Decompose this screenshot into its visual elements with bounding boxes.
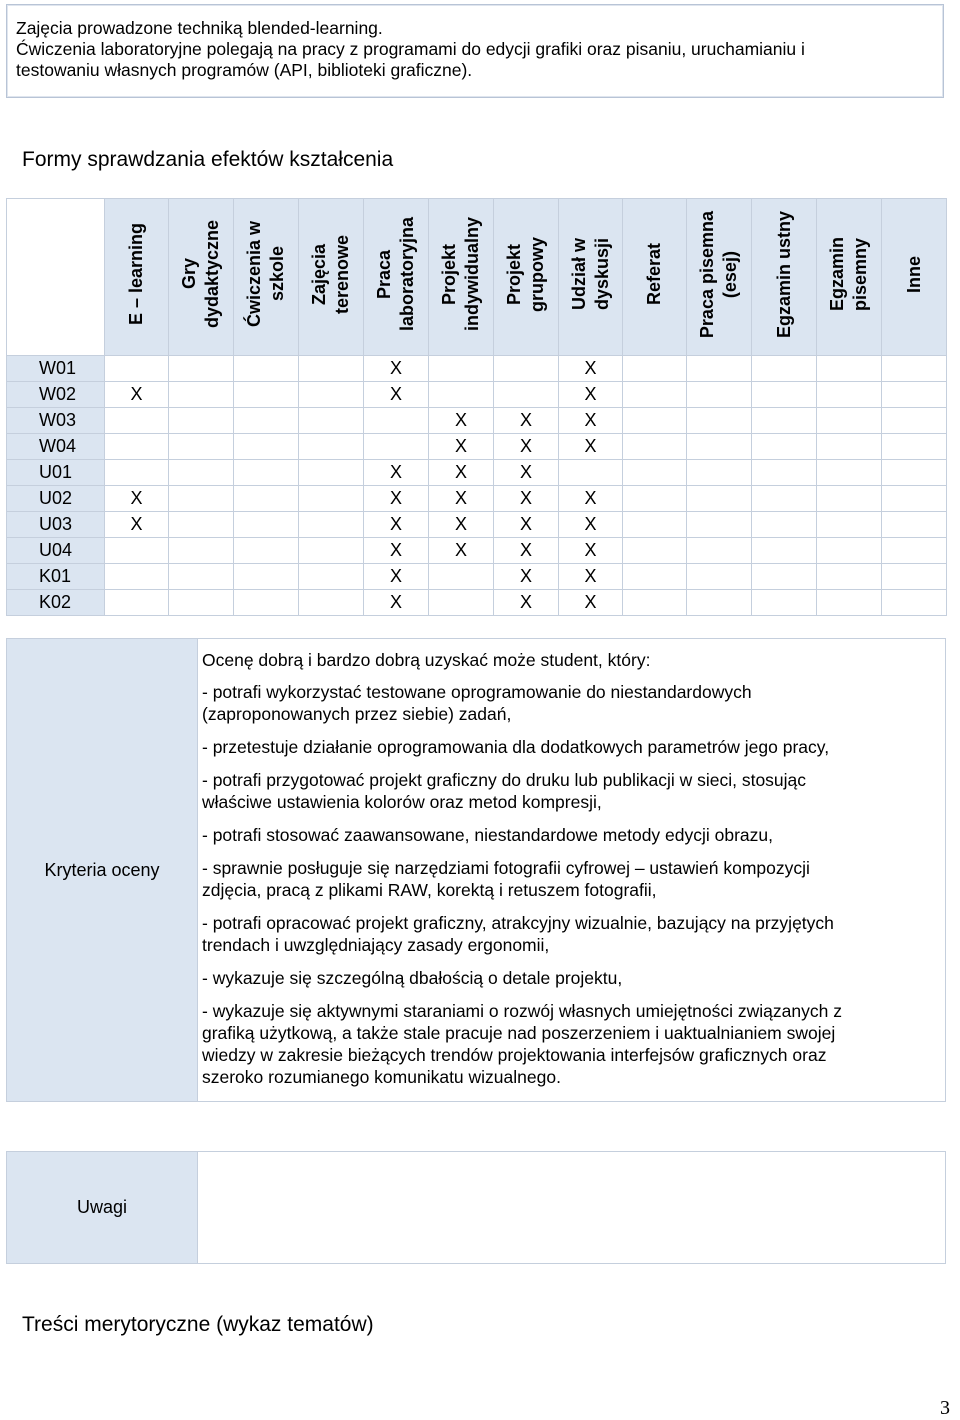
method-column-label — [773, 211, 796, 338]
method-label-line: (esej) — [720, 250, 740, 299]
method-mark-cell — [299, 408, 364, 434]
method-mark-cell — [817, 434, 882, 460]
method-mark-cell — [234, 382, 299, 408]
outcome-row — [7, 408, 947, 434]
method-mark-cell: X — [364, 564, 429, 590]
method-column-label — [503, 237, 549, 312]
section-title: Formy sprawdzania efektów kształcenia — [22, 148, 394, 171]
method-mark-cell — [623, 408, 687, 434]
method-mark-cell — [817, 564, 882, 590]
method-mark-cell — [234, 590, 299, 616]
method-mark-cell: X — [429, 434, 494, 460]
method-mark-cell: X — [559, 434, 623, 460]
method-column-header — [169, 199, 234, 356]
method-mark-cell — [687, 408, 752, 434]
method-mark-cell — [882, 564, 947, 590]
method-mark-cell — [752, 512, 817, 538]
criteria-item-line: - wykazuje się szczególną dbałością o detale projektu, — [202, 968, 623, 988]
method-column-label — [373, 217, 419, 331]
method-mark-cell — [169, 590, 234, 616]
outcome-label: K01 — [7, 564, 105, 590]
method-mark-cell — [299, 434, 364, 460]
method-label-line: pisemny — [850, 237, 870, 312]
method-mark-cell — [299, 538, 364, 564]
criteria-item-line: szeroko rozumianego komunikatu wizualnego. — [202, 1067, 561, 1087]
method-column-label — [643, 243, 666, 305]
method-mark-cell — [882, 408, 947, 434]
method-mark-cell: X — [559, 486, 623, 512]
method-column-header — [234, 199, 299, 356]
method-mark-cell — [234, 538, 299, 564]
criteria-label: Kryteria oceny — [7, 639, 198, 1102]
outcome-row — [7, 538, 947, 564]
method-label-line: terenowe — [332, 234, 352, 315]
method-mark-cell — [429, 564, 494, 590]
method-mark-cell — [169, 356, 234, 382]
outcome-row — [7, 590, 947, 616]
method-mark-cell — [105, 356, 169, 382]
method-mark-cell — [234, 512, 299, 538]
method-mark-cell: X — [494, 434, 559, 460]
method-mark-cell — [429, 356, 494, 382]
method-mark-cell: X — [559, 382, 623, 408]
method-label-line: Udział w — [568, 238, 589, 311]
outcome-label: K02 — [7, 590, 105, 616]
method-mark-cell — [817, 512, 882, 538]
method-mark-cell — [752, 408, 817, 434]
method-mark-cell — [687, 460, 752, 486]
criteria-item — [202, 912, 937, 956]
method-mark-cell — [687, 486, 752, 512]
method-mark-cell — [752, 590, 817, 616]
method-mark-cell: X — [105, 382, 169, 408]
method-label-line: laboratoryjna — [397, 217, 417, 332]
criteria-item — [202, 681, 937, 725]
method-mark-cell — [623, 486, 687, 512]
outcome-label: U04 — [7, 538, 105, 564]
method-mark-cell — [752, 460, 817, 486]
method-mark-cell — [105, 460, 169, 486]
method-mark-cell — [299, 512, 364, 538]
method-mark-cell — [234, 564, 299, 590]
method-mark-cell: X — [364, 382, 429, 408]
criteria-item-line: - potrafi przygotować projekt graficzny do druku lub publikacji w sieci, stosując — [202, 770, 807, 790]
method-mark-cell — [169, 512, 234, 538]
outcome-row — [7, 434, 947, 460]
method-mark-cell — [494, 382, 559, 408]
page-number: 3 — [940, 1397, 950, 1419]
method-mark-cell — [882, 460, 947, 486]
outcome-row — [7, 356, 947, 382]
criteria-item-line: - potrafi wykorzystać testowane oprogramowanie do niestandardowych — [202, 682, 752, 702]
method-column-header — [817, 199, 882, 356]
method-column-header — [105, 199, 169, 356]
method-mark-cell — [105, 434, 169, 460]
method-column-header — [364, 199, 429, 356]
criteria-item-line: grafiką użytkową, a także stale pracuje nad poszerzeniem i uaktualnianiem swojej — [202, 1023, 836, 1043]
method-mark-cell — [623, 564, 687, 590]
method-label-line: Gry — [179, 258, 199, 291]
method-mark-cell — [169, 434, 234, 460]
method-mark-cell — [234, 356, 299, 382]
method-mark-cell — [817, 590, 882, 616]
criteria-item — [202, 736, 937, 758]
method-column-header — [559, 199, 623, 356]
assessment-methods-table — [6, 198, 947, 616]
method-mark-cell — [817, 408, 882, 434]
method-mark-cell — [817, 538, 882, 564]
criteria-item-line: - potrafi stosować zaawansowane, niestandardowe metody edycji obrazu, — [202, 825, 774, 845]
method-mark-cell — [429, 382, 494, 408]
criteria-body — [198, 639, 946, 1102]
method-label-line: Projekt — [504, 243, 524, 306]
method-column-header — [687, 199, 752, 356]
method-mark-cell — [817, 356, 882, 382]
method-mark-cell — [687, 564, 752, 590]
method-mark-cell — [169, 486, 234, 512]
criteria-item-line: - wykazuje się aktywnymi staraniami o rozwój własnych umiejętności związanych z — [202, 1001, 842, 1021]
remarks-label: Uwagi — [7, 1152, 198, 1264]
method-label-line: dyskusji — [591, 238, 612, 311]
method-mark-cell: X — [429, 460, 494, 486]
method-mark-cell — [299, 382, 364, 408]
method-mark-cell — [882, 382, 947, 408]
method-mark-cell: X — [364, 460, 429, 486]
method-mark-cell — [623, 434, 687, 460]
method-label-line: E – learning — [126, 223, 146, 326]
method-mark-cell — [687, 538, 752, 564]
outcome-row — [7, 460, 947, 486]
method-mark-cell — [882, 590, 947, 616]
outcome-row — [7, 382, 947, 408]
method-mark-cell — [299, 590, 364, 616]
method-mark-cell — [299, 356, 364, 382]
outcome-row — [7, 512, 947, 538]
criteria-item — [202, 967, 937, 989]
method-mark-cell — [623, 460, 687, 486]
method-column-label — [826, 237, 872, 311]
method-mark-cell — [752, 486, 817, 512]
info-line: testowaniu własnych programów (API, biblioteki graficzne). — [16, 60, 473, 80]
method-label-line: Inne — [903, 255, 924, 293]
course-info-box — [6, 4, 944, 98]
method-mark-cell: X — [429, 408, 494, 434]
method-label-line: Ćwiczenia w — [244, 221, 264, 328]
outcome-row — [7, 486, 947, 512]
criteria-item — [202, 769, 937, 813]
info-line: Ćwiczenia laboratoryjne polegają na pracy z programami do edycji grafiki oraz pisaniu, uruchamianiu i — [16, 39, 805, 59]
method-column-label — [696, 211, 742, 338]
outcome-label: W02 — [7, 382, 105, 408]
method-mark-cell: X — [494, 408, 559, 434]
method-mark-cell — [882, 538, 947, 564]
method-mark-cell: X — [105, 512, 169, 538]
method-column-label — [903, 256, 926, 293]
method-mark-cell: X — [559, 408, 623, 434]
method-mark-cell: X — [105, 486, 169, 512]
method-mark-cell — [364, 408, 429, 434]
method-mark-cell — [105, 590, 169, 616]
criteria-item-line: właściwe ustawienia kolorów oraz metod kompresji, — [202, 792, 602, 812]
method-label-line: Referat — [644, 243, 664, 306]
method-mark-cell: X — [559, 538, 623, 564]
method-mark-cell — [234, 486, 299, 512]
method-mark-cell — [882, 356, 947, 382]
remarks-table — [6, 1151, 946, 1264]
outcome-label: U02 — [7, 486, 105, 512]
outcome-label: U03 — [7, 512, 105, 538]
method-mark-cell: X — [559, 356, 623, 382]
method-mark-cell: X — [494, 486, 559, 512]
method-mark-cell — [494, 356, 559, 382]
method-column-label — [308, 235, 354, 314]
method-column-label — [568, 238, 614, 310]
outcome-label: W04 — [7, 434, 105, 460]
method-mark-cell — [105, 564, 169, 590]
criteria-item-line: - przetestuje działanie oprogramowania dla dodatkowych parametrów jego pracy, — [202, 737, 830, 757]
method-mark-cell — [429, 590, 494, 616]
method-mark-cell: X — [494, 590, 559, 616]
method-label-line: Egzamin — [827, 237, 847, 312]
criteria-item-line: - sprawnie posługuje się narzędziami fotografii cyfrowej – ustawień kompozycji — [202, 858, 810, 878]
criteria-item-line: zdjęcia, pracą z plikami RAW, korektą i retuszem fotografii, — [202, 880, 657, 900]
method-mark-cell: X — [364, 356, 429, 382]
method-mark-cell — [105, 408, 169, 434]
method-mark-cell — [752, 356, 817, 382]
criteria-table — [6, 638, 946, 1102]
info-line: Zajęcia prowadzone techniką blended-learning. — [16, 18, 383, 38]
method-label-line: Projekt — [439, 243, 459, 306]
method-label-line: Zajęcia — [309, 243, 329, 306]
criteria-item-line: trendach i uwzględniający zasady ergonomii, — [202, 935, 550, 955]
method-mark-cell — [752, 564, 817, 590]
method-mark-cell: X — [559, 564, 623, 590]
criteria-item-line: wiedzy w zakresie bieżących trendów projektowania interfejsów graficznych oraz — [202, 1045, 827, 1065]
method-label-line: szkole — [267, 246, 287, 303]
method-mark-cell — [687, 382, 752, 408]
criteria-item — [202, 824, 937, 846]
method-column-label — [125, 223, 148, 325]
method-mark-cell — [169, 538, 234, 564]
method-mark-cell: X — [494, 512, 559, 538]
method-mark-cell — [817, 382, 882, 408]
method-mark-cell — [687, 356, 752, 382]
method-label-line: Praca — [374, 249, 394, 300]
method-mark-cell — [169, 564, 234, 590]
method-mark-cell: X — [429, 538, 494, 564]
method-mark-cell — [169, 460, 234, 486]
method-mark-cell — [752, 382, 817, 408]
method-mark-cell — [882, 486, 947, 512]
method-mark-cell — [234, 408, 299, 434]
method-column-header — [882, 199, 947, 356]
method-mark-cell — [234, 460, 299, 486]
method-mark-cell — [752, 434, 817, 460]
outcome-label: W03 — [7, 408, 105, 434]
method-column-header — [494, 199, 559, 356]
criteria-item-line: - potrafi opracować projekt graficzny, atrakcyjny wizualnie, bazujący na przyjętych — [202, 913, 834, 933]
method-label-line: Egzamin ustny — [773, 210, 794, 339]
criteria-item — [202, 857, 937, 901]
criteria-intro: Ocenę dobrą i bardzo dobrą uzyskać może student, który: — [202, 650, 651, 670]
method-label-line: grupowy — [527, 237, 547, 312]
method-mark-cell — [623, 356, 687, 382]
method-column-label — [243, 221, 289, 327]
method-mark-cell — [882, 512, 947, 538]
method-mark-cell: X — [494, 460, 559, 486]
method-mark-cell — [687, 590, 752, 616]
method-mark-cell: X — [429, 486, 494, 512]
method-mark-cell — [299, 486, 364, 512]
method-column-label — [178, 220, 224, 328]
method-mark-cell — [299, 564, 364, 590]
header-corner — [7, 199, 105, 356]
method-column-label — [438, 217, 484, 331]
method-column-header — [623, 199, 687, 356]
method-mark-cell — [817, 460, 882, 486]
method-column-header — [429, 199, 494, 356]
method-column-header — [752, 199, 817, 356]
criteria-item — [202, 1000, 937, 1088]
method-label-line: Praca pisemna — [697, 210, 717, 339]
method-mark-cell — [882, 434, 947, 460]
method-mark-cell: X — [364, 590, 429, 616]
method-mark-cell — [752, 538, 817, 564]
method-mark-cell: X — [494, 538, 559, 564]
method-label-line: indywidualny — [462, 217, 482, 332]
content-heading: Treści merytoryczne (wykaz tematów) — [22, 1313, 374, 1336]
method-mark-cell — [299, 460, 364, 486]
method-mark-cell — [817, 486, 882, 512]
method-mark-cell: X — [429, 512, 494, 538]
method-mark-cell — [169, 382, 234, 408]
outcome-label: W01 — [7, 356, 105, 382]
method-mark-cell — [559, 460, 623, 486]
outcome-label: U01 — [7, 460, 105, 486]
method-mark-cell — [623, 382, 687, 408]
method-column-header — [299, 199, 364, 356]
method-mark-cell: X — [559, 590, 623, 616]
method-mark-cell — [623, 512, 687, 538]
method-mark-cell: X — [364, 486, 429, 512]
method-mark-cell — [234, 434, 299, 460]
method-mark-cell — [105, 538, 169, 564]
remarks-content — [198, 1152, 946, 1264]
method-mark-cell — [623, 590, 687, 616]
method-mark-cell — [169, 408, 234, 434]
method-mark-cell: X — [494, 564, 559, 590]
method-mark-cell — [364, 434, 429, 460]
method-mark-cell: X — [364, 538, 429, 564]
method-mark-cell: X — [559, 512, 623, 538]
criteria-item-line: (zaproponowanych przez siebie) zadań, — [202, 704, 512, 724]
method-mark-cell — [687, 434, 752, 460]
method-mark-cell — [687, 512, 752, 538]
method-mark-cell — [623, 538, 687, 564]
method-mark-cell: X — [364, 512, 429, 538]
outcome-row — [7, 564, 947, 590]
method-label-line: dydaktyczne — [202, 220, 222, 329]
